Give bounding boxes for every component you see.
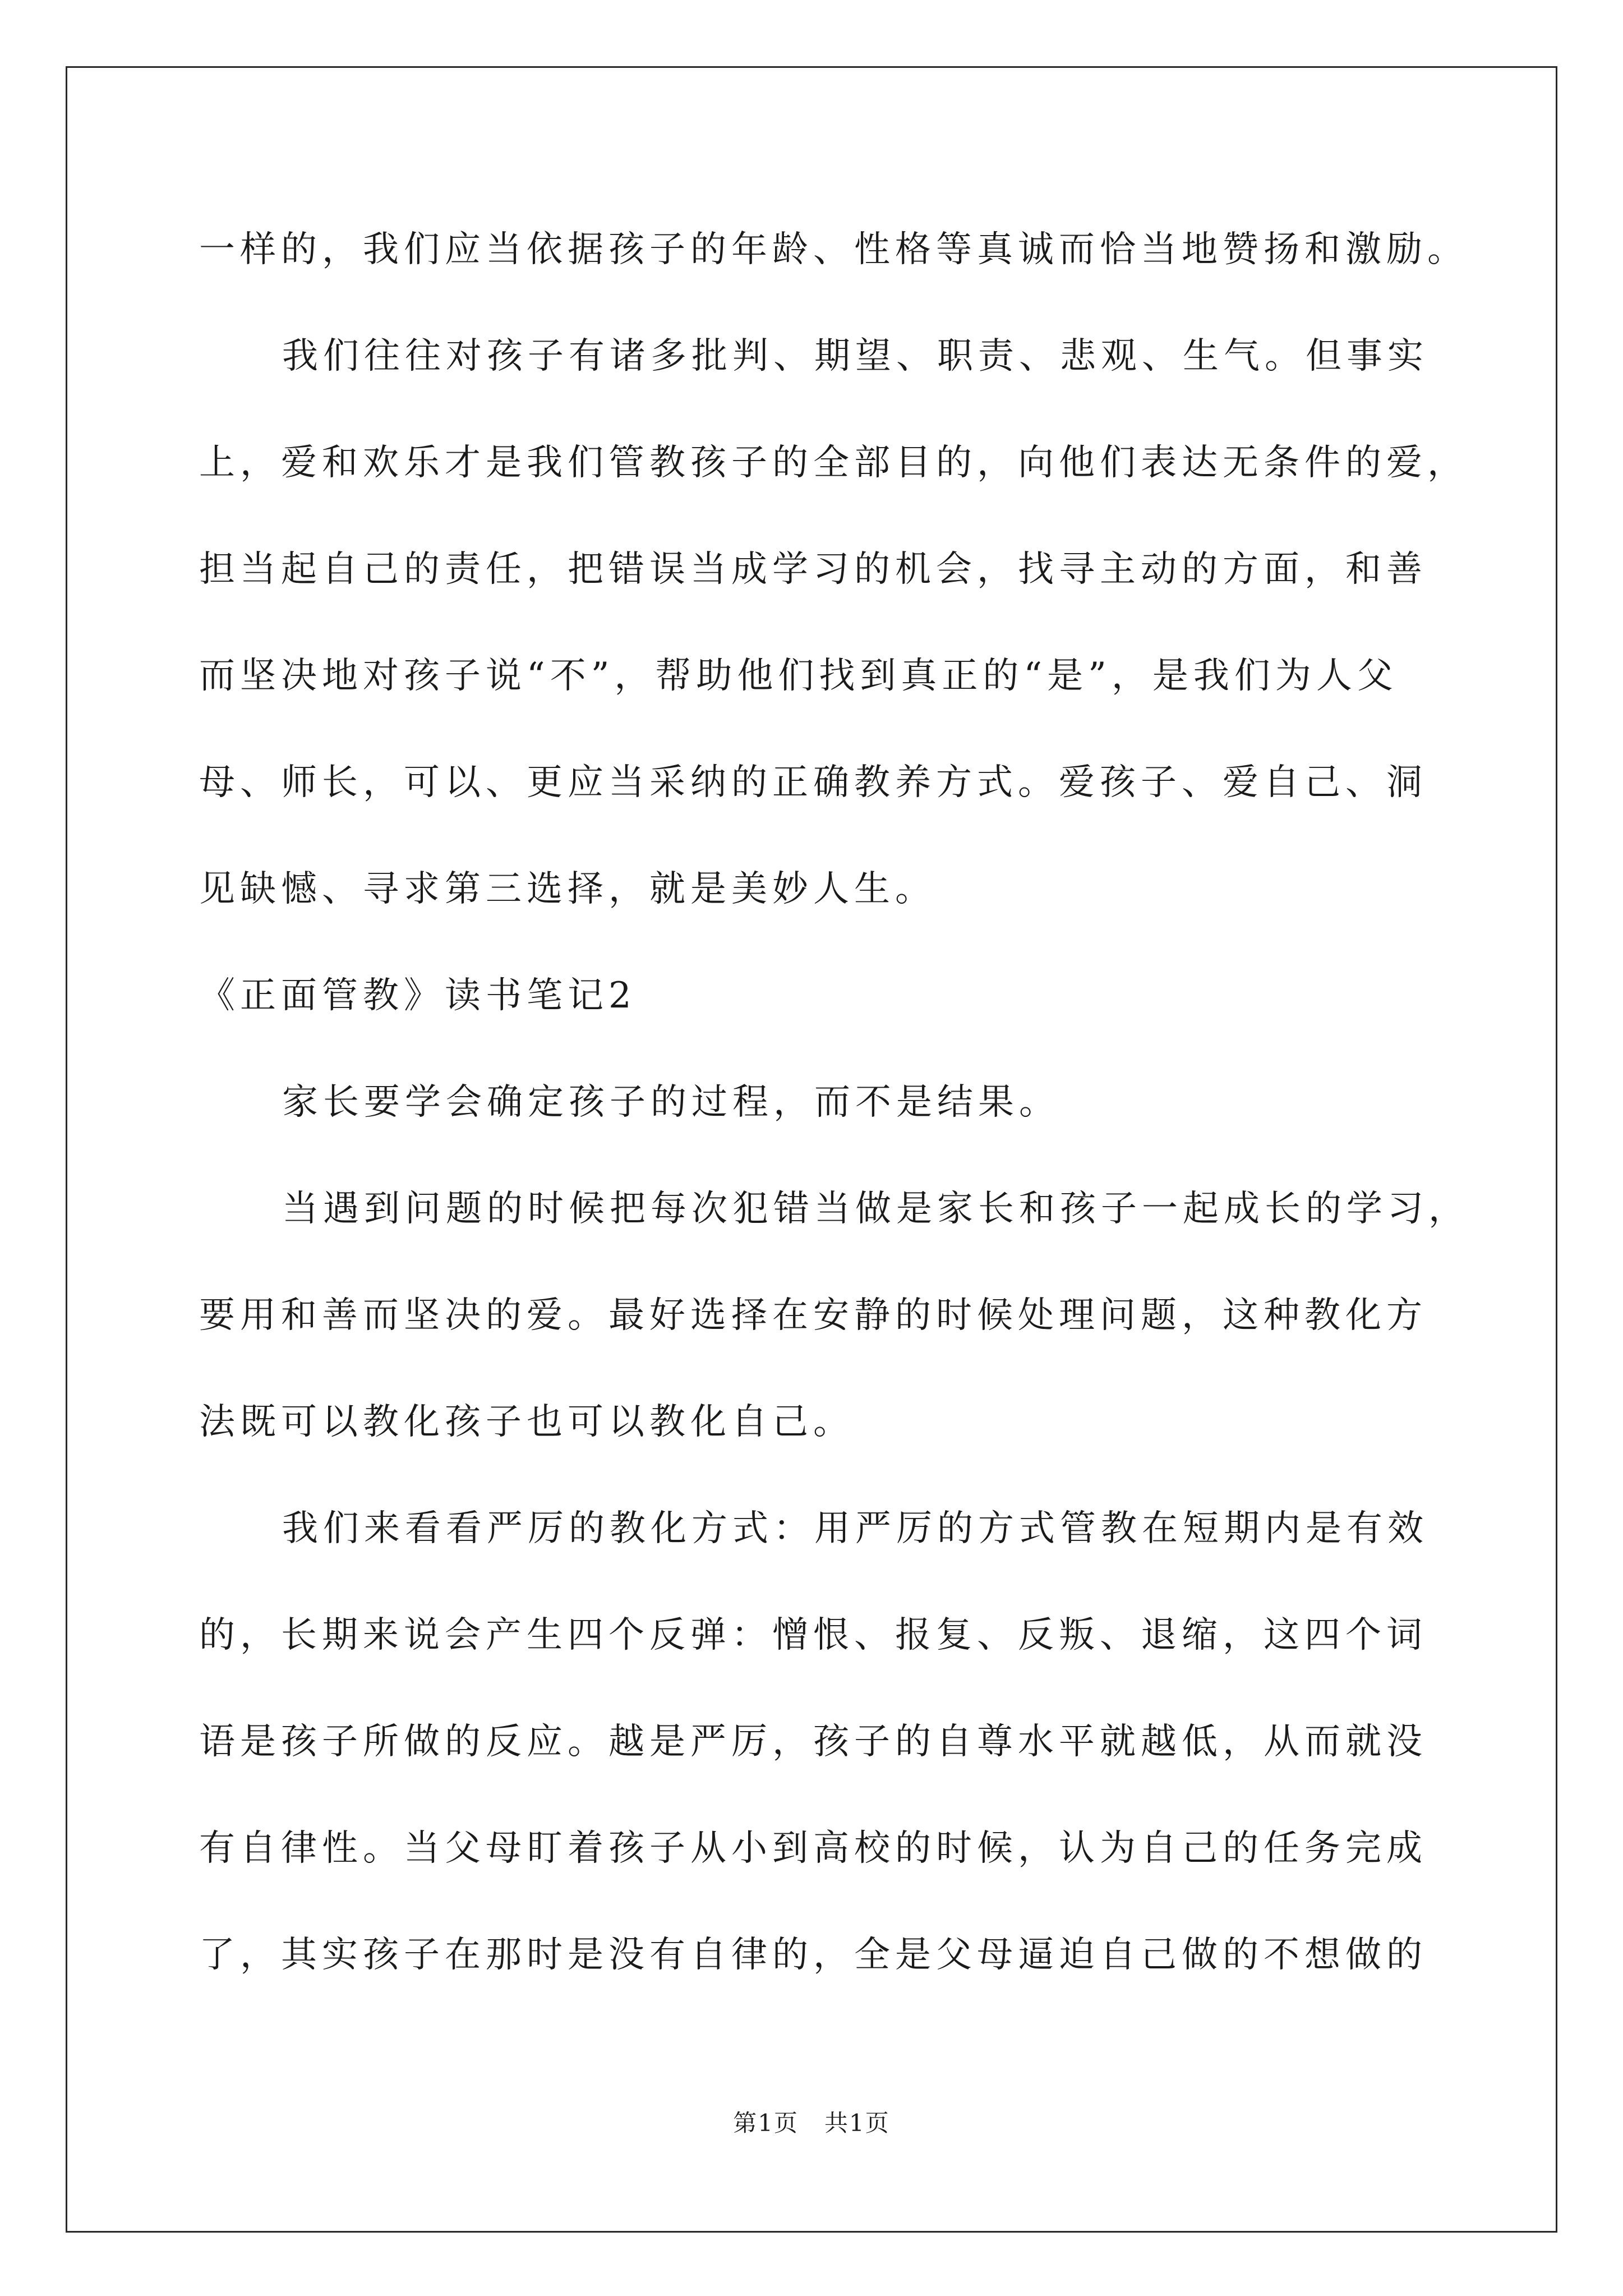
page-footer: 第1页 共1页 [733, 2109, 890, 2137]
page-border [66, 66, 1557, 2233]
text-line-14: 的，长期来说会产生四个反弹：憎恨、报复、反叛、退缩，这四个词 [199, 1614, 1427, 1656]
text-line-15: 语是孩子所做的反应。越是严厉，孩子的自尊水平就越低，从而就没 [199, 1721, 1427, 1763]
section-heading: 《正面管教》读书笔记2 [199, 975, 637, 1016]
text-line-2: 我们往往对孩子有诸多批判、期望、职责、悲观、生气。但事实 [282, 335, 1428, 377]
text-line-16: 有自律性。当父母盯着孩子从小到高校的时候，认为自己的任务完成 [199, 1828, 1427, 1869]
text-line-9: 家长要学会确定孩子的过程，而不是结果。 [282, 1082, 1060, 1123]
text-line-12: 法既可以教化孩子也可以教化自己。 [199, 1401, 854, 1443]
text-line-5: 而坚决地对孩子说“不”，帮助他们找到真正的“是”，是我们为人父 [199, 655, 1398, 697]
text-line-13: 我们来看看严厉的教化方式：用严厉的方式管教在短期内是有效 [282, 1508, 1428, 1549]
text-line-10: 当遇到问题的时候把每次犯错当做是家长和孩子一起成长的学习， [282, 1188, 1469, 1230]
text-line-6: 母、师长，可以、更应当采纳的正确教养方式。爱孩子、爱自己、洞 [199, 762, 1427, 803]
text-line-17: 了，其实孩子在那时是没有自律的，全是父母逼迫自己做的不想做的 [199, 1934, 1427, 1976]
text-line-1: 一样的，我们应当依据孩子的年龄、性格等真诚而恰当地赞扬和激励。 [199, 229, 1468, 270]
text-line-4: 担当起自己的责任，把错误当成学习的机会，找寻主动的方面，和善 [199, 549, 1427, 590]
text-line-7: 见缺憾、寻求第三选择，就是美妙人生。 [199, 868, 936, 910]
text-line-11: 要用和善而坚决的爱。最好选择在安静的时候处理问题，这种教化方 [199, 1295, 1427, 1336]
text-line-3: 上，爱和欢乐才是我们管教孩子的全部目的，向他们表达无条件的爱， [199, 442, 1468, 484]
